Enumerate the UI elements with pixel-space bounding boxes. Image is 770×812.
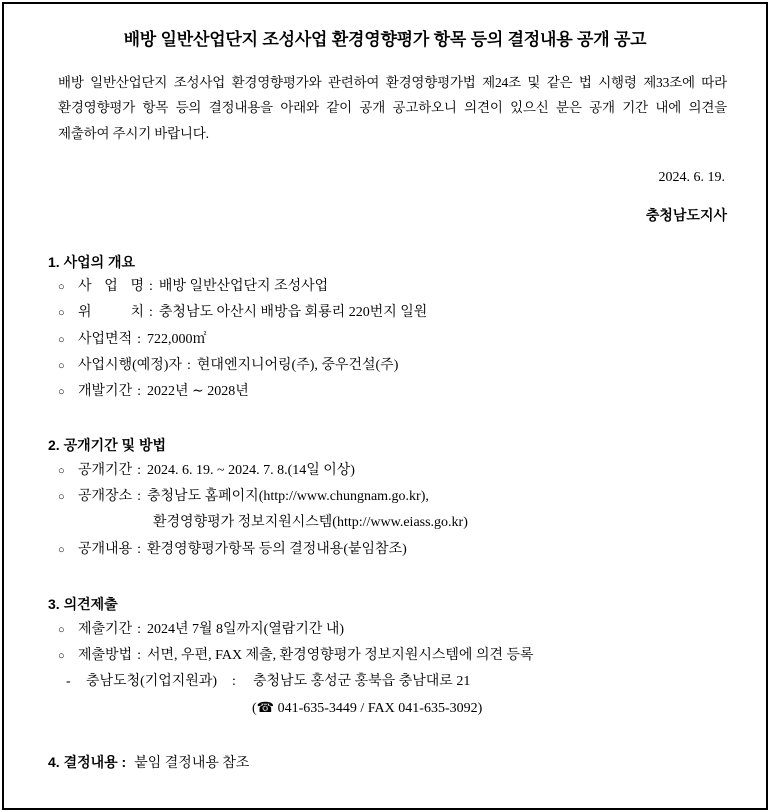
- intro-line: 환경영향평가 항목 등의 결정내용을 아래와 같이 공개 공고하오니 의견이 있으신 분은 공개 기간 내에 의견을: [58, 100, 727, 115]
- item-value: 현대엔지니어링(주), 중우건설(주): [196, 358, 399, 373]
- separator: :: [232, 674, 236, 689]
- item-disclosure-period: [58, 458, 355, 484]
- item-submission-method: [58, 643, 534, 669]
- separator: :: [137, 463, 141, 478]
- bullet-icon: ○: [58, 307, 65, 319]
- item-label: 사 업 명: [78, 279, 144, 294]
- issuer-name: 충청남도지사: [645, 207, 727, 223]
- item-value: 배방 일반산업단지 조성사업: [158, 279, 329, 294]
- item-value: 서면, 우편, FAX 제출, 환경영향평가 정보지원시스템에 의견 등록: [147, 648, 534, 663]
- item-label: 공개기간: [78, 463, 133, 478]
- bullet-icon: ○: [58, 624, 65, 636]
- notice-title: 배방 일반산업단지 조성사업 환경영향평가 항목 등의 결정내용 공개 공고: [123, 30, 647, 49]
- item-label: 사업시행(예정)자: [78, 358, 182, 373]
- decision-content-line: [48, 749, 249, 775]
- contact-office-line: [66, 669, 586, 695]
- item-value: 충청남도 아산시 배방읍 회룡리 220번지 일원: [158, 305, 428, 320]
- dash-marker: -: [66, 674, 71, 689]
- separator: :: [137, 622, 141, 637]
- separator: :: [137, 648, 141, 663]
- separator: :: [149, 305, 153, 320]
- section-heading-disclosure: 2. 공개기간 및 방법: [48, 437, 167, 453]
- contact-office: 충남도청(기업지원과): [86, 674, 218, 689]
- bullet-icon: ○: [58, 281, 65, 293]
- separator: :: [137, 384, 141, 399]
- bullet-icon: ○: [58, 544, 65, 556]
- item-disclosure-place: [58, 484, 429, 510]
- item-disclosure-content: [58, 537, 407, 563]
- separator: :: [149, 279, 153, 294]
- item-label: 제출기간: [78, 622, 133, 637]
- separator: :: [187, 358, 191, 373]
- item-label: 제출방법: [78, 648, 133, 663]
- item-label: 위 치: [78, 305, 144, 320]
- contact-phone-fax: (☎ 041-635-3449 / FAX 041-635-3092): [252, 701, 483, 716]
- item-value: 2024년 7월 8일까지(열람기간 내): [147, 622, 345, 637]
- item-label: 사업면적: [78, 332, 133, 347]
- item-project-area: [58, 327, 207, 353]
- item-label: 개발기간: [78, 384, 133, 399]
- item-label: 공개장소: [78, 489, 133, 504]
- item-value: 충청남도 홈페이지(http://www.chungnam.go.kr),: [147, 489, 429, 504]
- section-heading-opinion: 3. 의견제출: [48, 596, 118, 612]
- item-project-name: [58, 274, 328, 300]
- item-submission-period: [58, 617, 344, 643]
- separator: :: [137, 542, 141, 557]
- section-value: 붙임 결정내용 참조: [134, 756, 250, 771]
- bullet-icon: ○: [58, 491, 65, 503]
- item-value: 2022년 ∼ 2028년: [147, 384, 249, 399]
- notice-date: 2024. 6. 19.: [658, 170, 725, 185]
- item-value: 722,000㎡: [147, 332, 207, 347]
- item-location: [58, 300, 427, 326]
- item-label: 공개내용: [78, 542, 133, 557]
- bullet-icon: ○: [58, 386, 65, 398]
- separator: :: [137, 489, 141, 504]
- item-value: 2024. 6. 19. ~ 2024. 7. 8.(14일 이상): [147, 463, 355, 478]
- intro-line: 배방 일반산업단지 조성사업 환경영향평가와 관련하여 환경영향평가법 제24조 및 같은 법 시행령 제33조에 따라: [58, 75, 727, 90]
- bullet-icon: ○: [58, 360, 65, 372]
- contact-address: 충청남도 홍성군 홍북읍 충남대로 21: [253, 674, 471, 689]
- section-heading-decision: 4. 결정내용 :: [48, 754, 127, 770]
- item-development-period: [58, 379, 249, 405]
- intro-line: 제출하여 주시기 바랍니다.: [58, 126, 209, 141]
- separator: :: [137, 332, 141, 347]
- section-heading-overview: 1. 사업의 개요: [48, 254, 136, 270]
- bullet-icon: ○: [58, 334, 65, 346]
- bullet-icon: ○: [58, 465, 65, 477]
- item-value: 환경영향평가항목 등의 결정내용(붙임참조): [147, 542, 407, 557]
- item-value-continuation: 환경영향평가 정보지원시스템(http://www.eiass.go.kr): [153, 515, 468, 530]
- bullet-icon: ○: [58, 650, 65, 662]
- item-project-operator: [58, 353, 398, 379]
